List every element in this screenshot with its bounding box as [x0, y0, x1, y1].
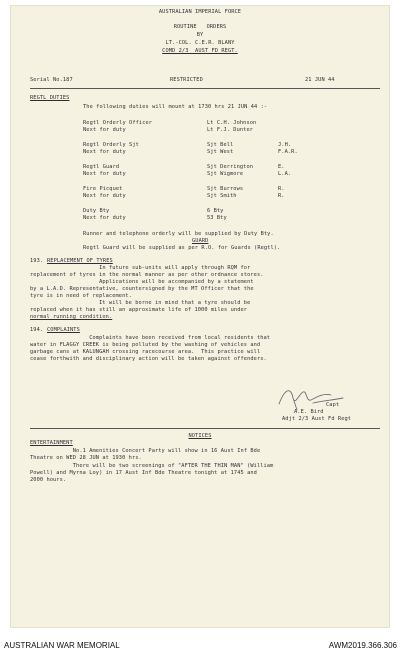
notices-line: No.1 Amenities Concert Party will show in 16 Aust Inf Bde: [30, 448, 261, 454]
duty-role: Next for duty: [83, 193, 126, 199]
duty-initials: E.: [278, 164, 285, 170]
duty-initials: L.A.: [278, 171, 292, 177]
header-line-2: ROUTINE ORDERS: [173, 24, 227, 30]
notices-line: There will be two screenings of "AFTER THE THIN MAN" (William: [30, 463, 274, 469]
order-date: 21 JUN 44: [305, 77, 335, 83]
duty-role: Next for duty: [83, 171, 126, 177]
duty-name: Sjt Smith: [207, 193, 237, 199]
duty-role: Duty Bty: [83, 208, 110, 214]
header-line-5: COMD 2/3 AUST FD REGT.: [162, 48, 238, 54]
signature-name: A.E. Bird: [294, 409, 324, 415]
order-sheet: [10, 5, 390, 628]
notices-line: Theatre on WED 28 JUN at 1930 hrs.: [30, 455, 142, 461]
tyres-line: replaced when it has still an approximate life of 1000 miles under: [30, 307, 248, 313]
header-line-4: LT.-COL. C.E.R. BLANY: [165, 40, 235, 46]
duty-name: Sjt Wigmore: [207, 171, 244, 177]
duty-name: Sjt Derrington: [207, 164, 254, 170]
duty-name: Sjt West: [207, 149, 234, 155]
tyres-line: Applications will be accompanied by a statement: [30, 279, 254, 285]
duty-role: Regtl Orderly Officer: [83, 120, 153, 126]
tyres-line: It will be borne in mind that a tyre should be: [30, 300, 251, 306]
tyres-line: tyre is in need of replacement.: [30, 293, 132, 299]
guard-word: GUARD: [192, 238, 209, 244]
signature-title: Adjt 2/3 Aust Fd Regt: [282, 416, 352, 422]
item-number-193: 193.: [30, 258, 44, 264]
complaints-heading: COMPLAINTS: [47, 327, 80, 333]
complaints-line: cease forthwith and disciplinary action will be taken against offenders.: [30, 356, 267, 362]
duty-name: Sjt Bell: [207, 142, 234, 148]
duty-role: Regtl Guard: [83, 164, 120, 170]
serial-number: Serial No.187: [30, 77, 73, 83]
duty-name: 53 Bty: [207, 215, 227, 221]
duty-name: Lt C.H. Johnson: [207, 120, 257, 126]
complaints-line: Complaints have been received from local residents that: [30, 335, 271, 341]
notices-line: Powell) and Myrna Loy) in 17 Aust Inf Bde Theatre tonight at 1745 and: [30, 470, 257, 476]
duty-role: Fire Picquet: [83, 186, 123, 192]
duty-initials: R.: [278, 186, 285, 192]
duty-role: Regtl Orderly Sjt: [83, 142, 139, 148]
tyres-line: by a L.A.D. Representative, countersigned by the MT Officer that the: [30, 286, 254, 292]
tyres-line: In future sub-units will apply through RQM for: [30, 265, 251, 271]
tyres-heading: REPLACEMENT OF TYRES: [47, 258, 113, 264]
header-line-1: AUSTRALIAN IMPERIAL FORCE: [158, 9, 242, 15]
tyres-line: replacement of tyres in the normal manner as per other ordnance stores.: [30, 272, 264, 278]
duty-name: Lt F.J. Dunter: [207, 127, 254, 133]
complaints-line: water in FLAGGY CREEK is being polluted by the washing of vehicles and: [30, 342, 261, 348]
duty-role: Next for duty: [83, 149, 126, 155]
complaints-line: garbage cans at KALUNGAH crossing racecourse area. This practice will: [30, 349, 261, 355]
entertainment-heading: ENTERTAINMENT: [30, 440, 73, 446]
notices-heading: NOTICES: [188, 433, 212, 439]
duty-initials: R.: [278, 193, 285, 199]
duties-note-runner: Runner and telephone orderly will be supplied by Duty Bty.: [83, 231, 274, 237]
duties-heading: REGTL DUTIES: [30, 95, 70, 101]
item-number-194: 194.: [30, 327, 44, 333]
notices-line: 2000 hours.: [30, 477, 67, 483]
duty-role: Next for duty: [83, 127, 126, 133]
duty-initials: J.H.: [278, 142, 292, 148]
duties-note-guard: Regtl Guard will be supplied as per R.O. for Guards (Regtl).: [83, 245, 281, 251]
duty-initials: F.A.R.: [278, 149, 298, 155]
footer-accession-number: AWM2019.366.306: [328, 641, 397, 650]
rule-bottom: [30, 428, 380, 429]
tyres-line: normal running condition.: [30, 314, 113, 320]
duty-name: 6 Bty: [207, 208, 224, 214]
duty-name: Sjt Burrows: [207, 186, 244, 192]
signature-rank: Capt: [326, 402, 340, 408]
footer-institution: AUSTRALIAN WAR MEMORIAL: [4, 641, 120, 650]
duties-intro: The following duties will mount at 1730 hrs 21 JUN 44 :-: [83, 104, 268, 110]
classification: RESTRICTED: [170, 77, 203, 83]
header-line-3: BY: [196, 32, 204, 38]
duty-role: Next for duty: [83, 215, 126, 221]
rule-top: [30, 88, 380, 89]
